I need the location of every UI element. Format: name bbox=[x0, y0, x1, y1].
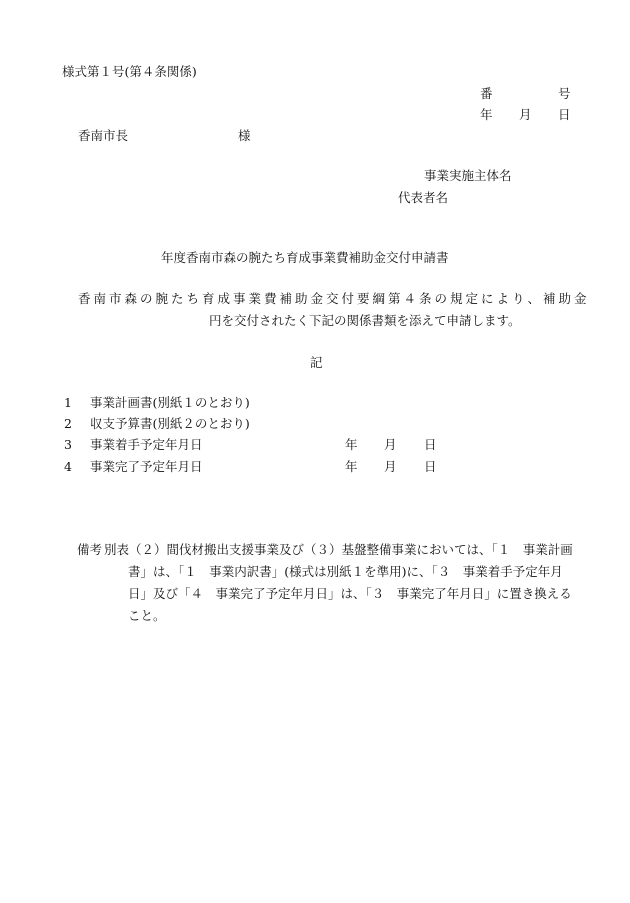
item-day-label: 日 bbox=[424, 459, 437, 474]
item-month-label: 月 bbox=[384, 437, 397, 452]
item-text: 事業完了予定年月日 bbox=[90, 459, 203, 474]
date-year-label: 年 bbox=[480, 107, 493, 122]
number-suffix: 号 bbox=[558, 86, 571, 101]
number-label: 番 bbox=[480, 86, 493, 101]
body-line-1: 香南市森の腕たち育成事業費補助金交付要綱第４条の規定により、補助金 bbox=[78, 291, 590, 306]
remarks-label: 備考 bbox=[77, 542, 103, 557]
date-month-label: 月 bbox=[519, 107, 532, 122]
item-number: 2 bbox=[64, 416, 72, 431]
addressee-honorific: 様 bbox=[238, 128, 251, 143]
date-day-label: 日 bbox=[558, 107, 571, 122]
applicant-representative-label: 代表者名 bbox=[398, 190, 449, 205]
remarks-text: 別表（２）間伐材搬出支援事業及び（３）基盤整備事業においては、「１ 事業計画書」は、「１ 事業内訳書」(様式は別紙１を準用)に、「３ 事業着手予定年月日」及び「４ 事業完了予定年月日」は、「３ 事業完了年月日」に置き換えること。 bbox=[104, 542, 573, 623]
item-text: 収支予算書(別紙２のとおり) bbox=[90, 416, 250, 431]
body-line-2: 円を交付されたく下記の関係書類を添えて申請します。 bbox=[209, 313, 521, 328]
document-title: 年度香南市森の腕たち育成事業費補助金交付申請書 bbox=[161, 250, 449, 265]
item-number: 4 bbox=[64, 459, 72, 474]
ki-heading: 記 bbox=[310, 355, 323, 370]
item-number: 3 bbox=[64, 437, 72, 452]
item-text: 事業計画書(別紙１のとおり) bbox=[90, 395, 250, 410]
item-day-label: 日 bbox=[424, 437, 437, 452]
addressee-name: 香南市長 bbox=[78, 128, 129, 143]
item-year-label: 年 bbox=[345, 437, 358, 452]
applicant-entity-label: 事業実施主体名 bbox=[424, 168, 512, 183]
item-text: 事業着手予定年月日 bbox=[90, 437, 203, 452]
item-year-label: 年 bbox=[345, 459, 358, 474]
item-month-label: 月 bbox=[384, 459, 397, 474]
form-number: 様式第１号(第４条関係) bbox=[62, 64, 197, 79]
item-number: 1 bbox=[64, 395, 72, 410]
